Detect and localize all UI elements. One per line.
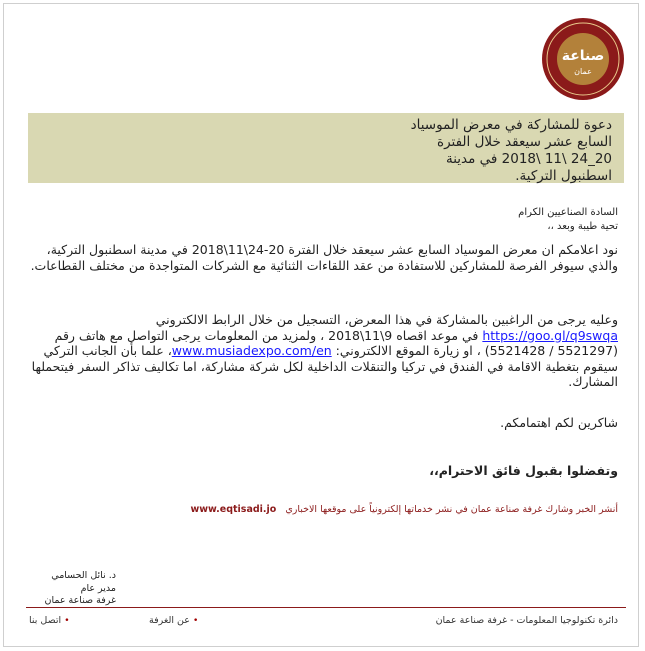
department-label: دائرة تكنولوجيا المعلومات - غرفة صناعة عمان — [435, 615, 618, 626]
signature-title: مدير عام — [80, 582, 116, 594]
signature-name: د. نائل الحسامي — [51, 570, 116, 581]
title-line: 20_24 \11 \2018 في مدينة — [445, 151, 612, 167]
logo-sub-text: عمان — [574, 67, 592, 76]
footer-divider — [26, 607, 626, 608]
title-line: دعوة للمشاركة في معرض الموسياد — [410, 117, 612, 133]
paragraph-intro: نود اعلامكم ان معرض الموسياد السابع عشر سيعقد خلال الفترة 20-24\11\2018 في مدينة اسطنبول التركية، والذي سيوفر الفرصة للمشاركين للاستفادة من عقد اللقاءات الثنائية مع الشركات المتواجدة من مختلف القطاعات. — [30, 242, 618, 273]
thanks-line: شاكرين لكم اهتمامكم. — [500, 415, 618, 430]
greeting-line: السادة الصناعيين الكرام — [518, 207, 618, 218]
invitation-title — [28, 113, 624, 183]
contact-us-link[interactable] — [29, 615, 70, 626]
registration-text: ، علما بأن الجانب التركي سيقوم بتغطية الاقامة في الفندق في تركيا والتنقلات الداخلية لكل شركة مشاركة، اما تكاليف تذاكر السفر فيتحملها المشارك. — [31, 343, 618, 389]
registration-text: في موعد اقصاه 9\11\2018 ، ولمزيد من المعلومات يرجى التواصل مع هاتف رقم (5521297 / 5521428) ، او زيارة الموقع الالكتروني: — [54, 327, 618, 358]
signature — [26, 570, 116, 608]
regards-line: وتفضلوا بقبول فائق الاحترام،، — [429, 463, 618, 478]
chamber-logo — [540, 16, 626, 102]
title-line: اسطنبول التركية. — [515, 168, 612, 184]
about-chamber-link[interactable] — [149, 615, 198, 626]
share-note-text: أنشر الخبر وشارك غرفة صناعة عمان في نشر خدماتها إلكترونياً على موقعها الاخباري — [285, 504, 618, 515]
website-link[interactable]: www.musiadexpo.com/en — [171, 343, 332, 358]
share-note — [18, 504, 618, 515]
bullet-icon: • — [64, 616, 70, 626]
greeting-line: تحية طيبة وبعد ،، — [547, 221, 618, 232]
eqtisadi-link[interactable]: www.eqtisadi.jo — [190, 504, 277, 515]
greeting — [28, 206, 618, 234]
logo-arabic-text: صناعة — [561, 48, 605, 64]
bullet-icon: • — [192, 616, 199, 626]
signature-org: غرفة صناعة عمان — [44, 595, 116, 606]
email-body — [3, 3, 639, 647]
contact-us-label: اتصل بنا — [29, 615, 62, 626]
registration-link[interactable]: https://goo.gl/q9swqa — [482, 327, 618, 343]
about-chamber-label: عن الغرفة — [149, 615, 190, 626]
paragraph-registration — [18, 312, 618, 390]
registration-text: وعليه يرجى من الراغبين بالمشاركة في هذا المعرض، التسجيل من خلال الرابط الالكتروني — [155, 312, 618, 327]
title-line: السابع عشر سيعقد خلال الفترة — [437, 134, 612, 150]
